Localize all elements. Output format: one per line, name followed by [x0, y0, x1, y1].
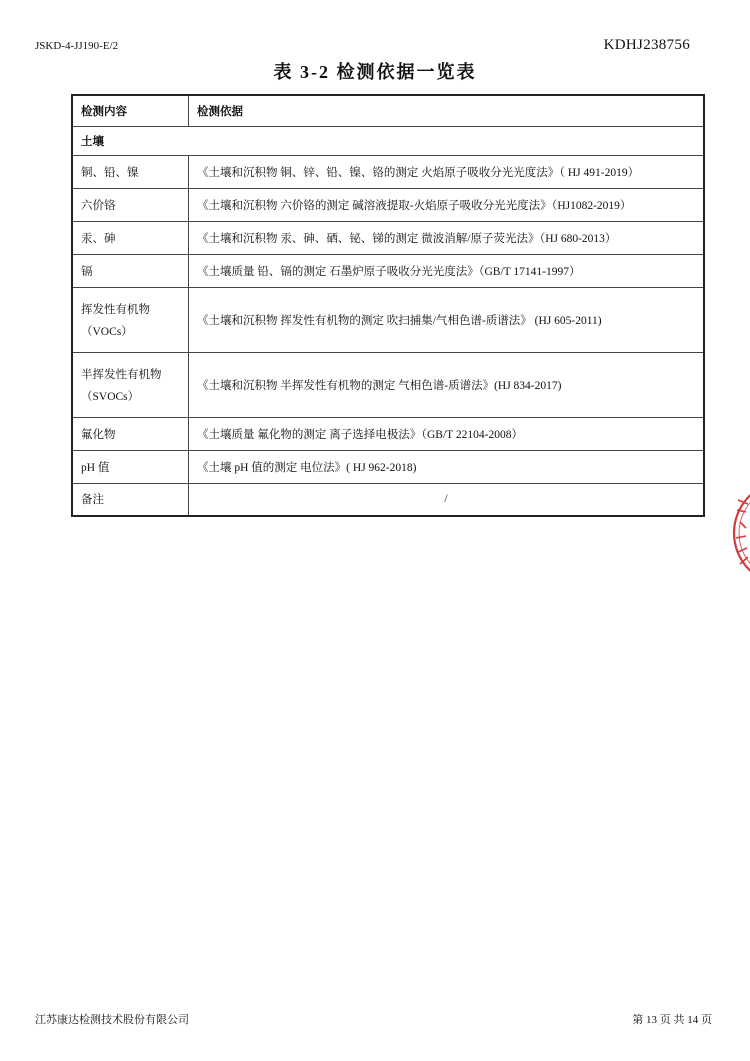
page-title: 表 3-2 检测依据一览表 — [273, 62, 477, 82]
table-row — [72, 450, 704, 483]
seal-icon — [726, 478, 750, 588]
table-row — [72, 155, 704, 188]
detection-basis-table — [71, 94, 705, 517]
table-header-row — [72, 95, 704, 126]
remark-label: 备注 — [72, 483, 189, 516]
item-cell — [72, 352, 189, 417]
header-cell-basis: 检测依据 — [189, 95, 705, 126]
footer-company: 江苏康达检测技术股份有限公司 — [35, 1014, 189, 1026]
table-row — [72, 417, 704, 450]
basis-cell: 《土壤和沉积物 半挥发性有机物的测定 气相色谱-质谱法》(HJ 834-2017) — [189, 352, 705, 417]
item-cell: 汞、砷 — [72, 221, 189, 254]
company-seal-stamp — [726, 478, 750, 588]
item-cell — [72, 287, 189, 352]
section-label: 土壤 — [72, 126, 704, 155]
document-code: JSKD-4-JJ190-E/2 — [35, 40, 119, 52]
basis-cell: 《土壤和沉积物 铜、锌、铅、镍、铬的测定 火焰原子吸收分光光度法》（ HJ 491-2019） — [189, 155, 705, 188]
header-cell-content: 检测内容 — [72, 95, 189, 126]
table-row — [72, 352, 704, 417]
item-abbrev: （VOCs） — [81, 325, 133, 338]
item-abbrev: （SVOCs） — [81, 390, 140, 403]
item-cell: 铜、铅、镍 — [72, 155, 189, 188]
table-row — [72, 221, 704, 254]
item-cell: 氟化物 — [72, 417, 189, 450]
table-row — [72, 254, 704, 287]
table-row — [72, 188, 704, 221]
basis-cell: 《土壤质量 氟化物的测定 离子选择电极法》（GB/T 22104-2008） — [189, 417, 705, 450]
item-name: 挥发性有机物 — [81, 303, 150, 316]
item-cell: 镉 — [72, 254, 189, 287]
basis-cell: 《土壤 pH 值的测定 电位法》( HJ 962-2018) — [189, 450, 705, 483]
section-row — [72, 126, 704, 155]
remark-row — [72, 483, 704, 516]
item-cell: pH 值 — [72, 450, 189, 483]
report-number: KDHJ238756 — [603, 37, 690, 53]
table-row — [72, 287, 704, 352]
basis-cell: 《土壤质量 铅、镉的测定 石墨炉原子吸收分光光度法》（GB/T 17141-1997） — [189, 254, 705, 287]
basis-cell: 《土壤和沉积物 六价铬的测定 碱溶液提取-火焰原子吸收分光光度法》（HJ1082-2019） — [189, 188, 705, 221]
item-cell: 六价铬 — [72, 188, 189, 221]
remark-value: / — [189, 483, 705, 516]
item-name: 半挥发性有机物 — [81, 368, 162, 381]
footer-page-number: 第 13 页 共 14 页 — [632, 1014, 712, 1026]
basis-cell: 《土壤和沉积物 汞、砷、硒、铋、锑的测定 微波消解/原子荧光法》（HJ 680-2013） — [189, 221, 705, 254]
basis-cell: 《土壤和沉积物 挥发性有机物的测定 吹扫捕集/气相色谱-质谱法》 (HJ 605-2011) — [189, 287, 705, 352]
